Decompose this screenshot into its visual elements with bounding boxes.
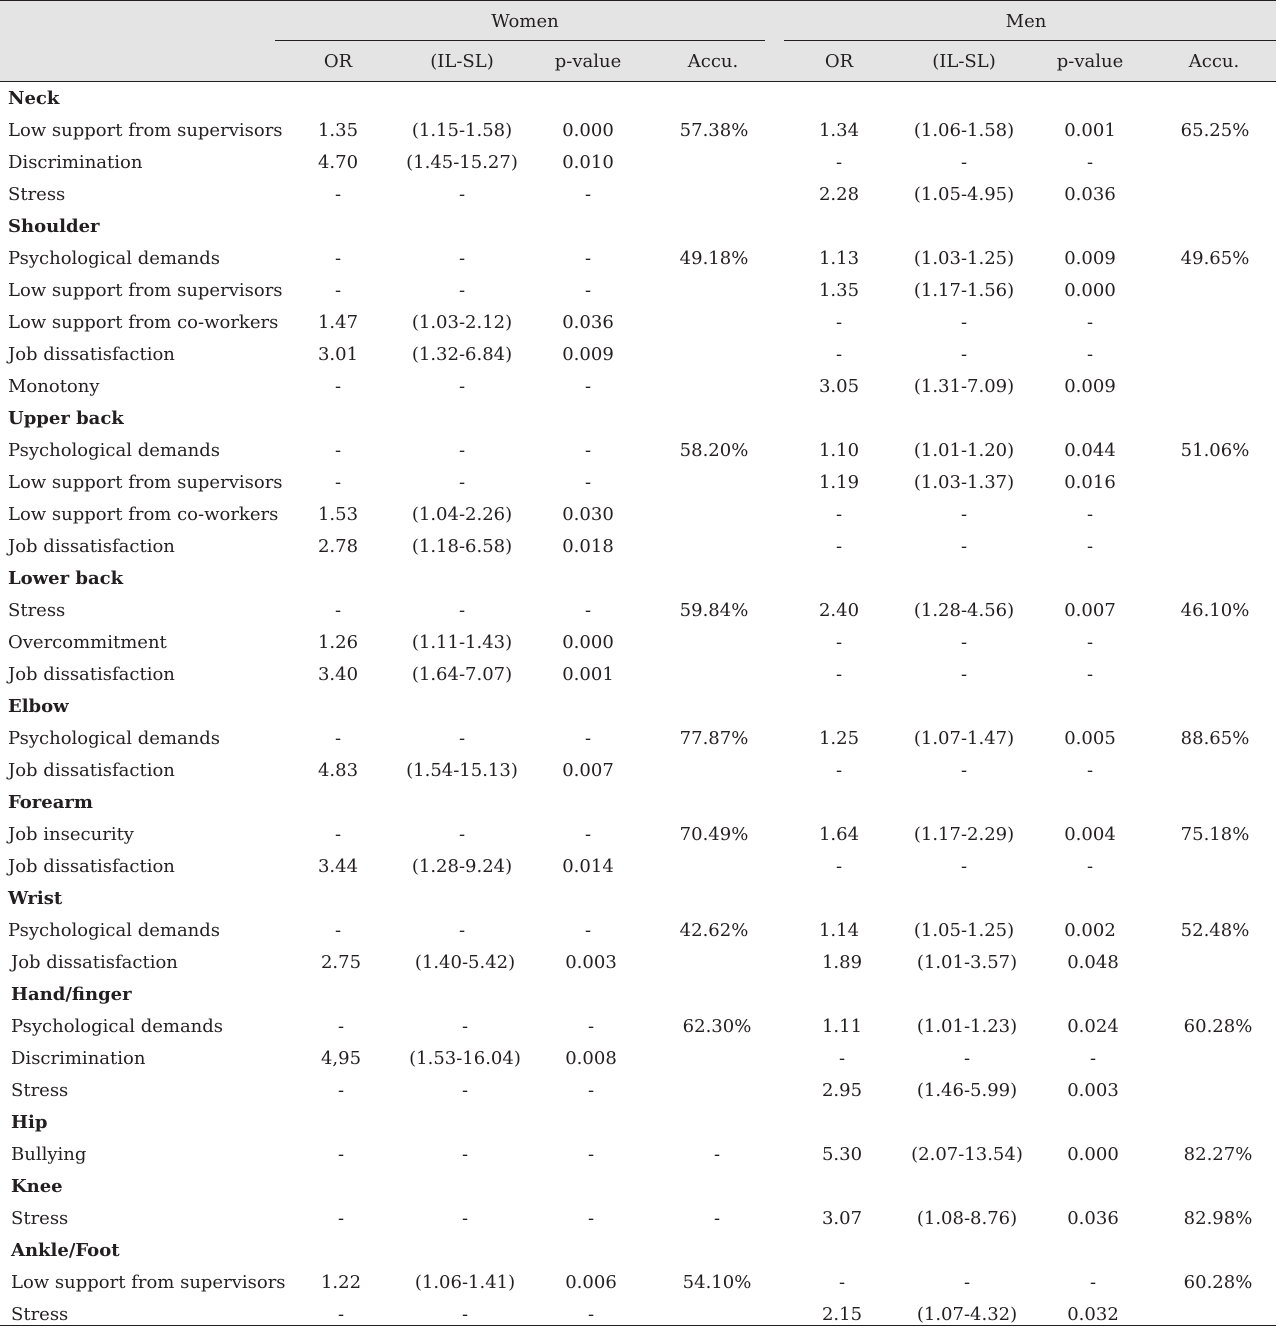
- section-label: Lower back: [8, 568, 124, 589]
- cell-women-p: -: [584, 472, 592, 493]
- cell-men-or: 1.10: [818, 440, 860, 461]
- cell-women-ci: (1.18-6.58): [411, 536, 513, 557]
- cell-women-p: 0.018: [562, 536, 614, 557]
- cell-women-or: -: [337, 1144, 345, 1165]
- col-header-women-p: p-value: [554, 51, 622, 72]
- cell-women-p: 0.008: [565, 1048, 617, 1069]
- cell-men-ci: -: [960, 536, 968, 557]
- cell-men-accu: 60.28%: [1183, 1016, 1253, 1037]
- row-label: Psychological demands: [8, 920, 221, 941]
- row-label: Stress: [11, 1080, 69, 1101]
- section-label: Shoulder: [8, 216, 100, 237]
- cell-women-accu: 42.62%: [679, 920, 749, 941]
- cell-men-p: -: [1086, 312, 1094, 333]
- section-label: Ankle/Foot: [11, 1240, 120, 1261]
- row-label: Psychological demands: [11, 1016, 224, 1037]
- cell-men-accu: 60.28%: [1183, 1272, 1253, 1293]
- cell-women-ci: -: [461, 1080, 469, 1101]
- cell-men-p: 0.005: [1064, 728, 1116, 749]
- cell-women-ci: -: [458, 248, 466, 269]
- cell-women-p: -: [584, 248, 592, 269]
- row-label: Job dissatisfaction: [8, 856, 175, 877]
- cell-women-p: -: [584, 376, 592, 397]
- header-bottom-rule: [0, 81, 1276, 82]
- section-label: Wrist: [8, 888, 63, 909]
- cell-men-or: 1.64: [818, 824, 860, 845]
- cell-women-ci: (1.06-1.41): [414, 1272, 516, 1293]
- cell-women-or: 1.53: [317, 504, 359, 525]
- cell-men-or: 1.11: [821, 1016, 863, 1037]
- row-label: Low support from supervisors: [8, 120, 283, 141]
- cell-men-accu: 65.25%: [1180, 120, 1250, 141]
- cell-men-ci: -: [963, 1048, 971, 1069]
- cell-men-ci: (1.17-2.29): [913, 824, 1015, 845]
- cell-men-ci: (1.31-7.09): [913, 376, 1015, 397]
- cell-women-or: -: [334, 440, 342, 461]
- row-label: Low support from supervisors: [8, 280, 283, 301]
- cell-men-or: 2.95: [821, 1080, 863, 1101]
- cell-women-or: 1.35: [317, 120, 359, 141]
- cell-women-p: -: [587, 1208, 595, 1229]
- cell-men-p: 0.002: [1064, 920, 1116, 941]
- row-label: Bullying: [11, 1144, 87, 1165]
- section-label: Elbow: [8, 696, 69, 717]
- cell-women-ci: (1.40-5.42): [414, 952, 516, 973]
- cell-men-or: -: [835, 760, 843, 781]
- section-label: Neck: [8, 88, 60, 109]
- row-label: Job dissatisfaction: [11, 952, 178, 973]
- cell-men-p: 0.004: [1064, 824, 1116, 845]
- cell-women-ci: -: [461, 1304, 469, 1325]
- row-label: Overcommitment: [8, 632, 167, 653]
- cell-women-ci: (1.54-15.13): [406, 760, 518, 781]
- cell-women-p: 0.030: [562, 504, 614, 525]
- cell-women-or: -: [334, 376, 342, 397]
- cell-men-or: 1.25: [818, 728, 860, 749]
- cell-men-ci: -: [960, 504, 968, 525]
- cell-men-ci: (1.03-1.25): [913, 248, 1015, 269]
- cell-women-accu: 59.84%: [679, 600, 749, 621]
- cell-men-accu: 82.27%: [1183, 1144, 1253, 1165]
- cell-men-p: 0.032: [1067, 1304, 1119, 1325]
- cell-women-p: -: [584, 920, 592, 941]
- cell-women-p: 0.000: [562, 120, 614, 141]
- cell-women-ci: (1.04-2.26): [411, 504, 513, 525]
- cell-women-p: 0.014: [562, 856, 614, 877]
- cell-women-p: -: [587, 1304, 595, 1325]
- cell-men-p: -: [1086, 760, 1094, 781]
- cell-men-or: -: [835, 632, 843, 653]
- cell-women-ci: (1.11-1.43): [411, 632, 513, 653]
- cell-men-or: -: [835, 536, 843, 557]
- cell-women-or: -: [337, 1304, 345, 1325]
- col-header-men-or: OR: [824, 51, 854, 72]
- cell-men-ci: (1.05-1.25): [913, 920, 1015, 941]
- cell-men-p: 0.016: [1064, 472, 1116, 493]
- cell-women-or: -: [334, 472, 342, 493]
- row-label: Job dissatisfaction: [8, 536, 175, 557]
- cell-women-accu: 70.49%: [679, 824, 749, 845]
- cell-men-ci: (1.17-1.56): [913, 280, 1015, 301]
- cell-men-or: 1.13: [818, 248, 860, 269]
- cell-women-ci: -: [458, 728, 466, 749]
- cell-men-ci: -: [960, 632, 968, 653]
- cell-men-ci: -: [960, 760, 968, 781]
- col-header-men-ci: (IL-SL): [932, 51, 996, 72]
- cell-men-ci: -: [960, 664, 968, 685]
- cell-women-ci: -: [461, 1208, 469, 1229]
- cell-women-or: 3.40: [317, 664, 359, 685]
- row-label: Job dissatisfaction: [8, 664, 175, 685]
- cell-men-p: 0.001: [1064, 120, 1116, 141]
- cell-women-or: 1.26: [317, 632, 359, 653]
- cell-men-accu: 49.65%: [1180, 248, 1250, 269]
- cell-women-ci: (1.28-9.24): [411, 856, 513, 877]
- cell-women-p: -: [584, 600, 592, 621]
- cell-men-or: 5.30: [821, 1144, 863, 1165]
- cell-men-ci: -: [963, 1272, 971, 1293]
- cell-men-ci: (1.05-4.95): [913, 184, 1015, 205]
- section-label: Upper back: [8, 408, 124, 429]
- cell-men-p: 0.036: [1067, 1208, 1119, 1229]
- group-header-women: Women: [491, 11, 559, 32]
- cell-women-or: -: [337, 1016, 345, 1037]
- cell-men-accu: 75.18%: [1180, 824, 1250, 845]
- cell-women-ci: -: [461, 1016, 469, 1037]
- cell-men-or: 1.19: [818, 472, 860, 493]
- cell-women-or: -: [334, 824, 342, 845]
- cell-men-p: 0.000: [1064, 280, 1116, 301]
- cell-women-accu: 54.10%: [682, 1272, 752, 1293]
- cell-men-or: 2.28: [818, 184, 860, 205]
- cell-men-or: 2.15: [821, 1304, 863, 1325]
- cell-men-p: 0.009: [1064, 376, 1116, 397]
- cell-women-ci: -: [458, 920, 466, 941]
- cell-men-or: -: [835, 664, 843, 685]
- cell-men-p: -: [1086, 536, 1094, 557]
- cell-women-p: -: [587, 1144, 595, 1165]
- cell-women-ci: (1.32-6.84): [411, 344, 513, 365]
- cell-women-ci: -: [461, 1144, 469, 1165]
- cell-men-ci: (1.01-3.57): [916, 952, 1018, 973]
- cell-women-accu: 77.87%: [679, 728, 749, 749]
- cell-women-p: -: [584, 280, 592, 301]
- cell-men-ci: (1.46-5.99): [916, 1080, 1018, 1101]
- cell-men-ci: (1.07-4.32): [916, 1304, 1018, 1325]
- cell-women-or: 3.01: [317, 344, 359, 365]
- col-header-men-accu: Accu.: [1188, 51, 1240, 72]
- cell-men-ci: -: [960, 856, 968, 877]
- cell-women-or: 3.44: [317, 856, 359, 877]
- cell-women-or: 2.78: [317, 536, 359, 557]
- cell-men-or: -: [835, 152, 843, 173]
- cell-men-p: 0.048: [1067, 952, 1119, 973]
- cell-women-p: 0.010: [562, 152, 614, 173]
- cell-men-ci: -: [960, 312, 968, 333]
- cell-women-or: -: [334, 728, 342, 749]
- row-label: Psychological demands: [8, 728, 221, 749]
- row-label: Stress: [8, 600, 66, 621]
- row-label: Low support from supervisors: [11, 1272, 286, 1293]
- cell-men-or: 3.05: [818, 376, 860, 397]
- cell-women-p: -: [584, 184, 592, 205]
- row-label: Low support from co-workers: [8, 504, 279, 525]
- cell-men-ci: (1.06-1.58): [913, 120, 1015, 141]
- group-header-men: Men: [1005, 11, 1047, 32]
- cell-men-or: 1.14: [818, 920, 860, 941]
- cell-women-ci: (1.15-1.58): [411, 120, 513, 141]
- cell-men-p: 0.007: [1064, 600, 1116, 621]
- cell-women-p: 0.007: [562, 760, 614, 781]
- cell-women-accu: 57.38%: [679, 120, 749, 141]
- row-label: Psychological demands: [8, 248, 221, 269]
- cell-women-or: 4.70: [317, 152, 359, 173]
- cell-men-p: 0.009: [1064, 248, 1116, 269]
- cell-men-ci: -: [960, 344, 968, 365]
- row-label: Stress: [11, 1208, 69, 1229]
- row-label: Discrimination: [11, 1048, 146, 1069]
- cell-women-or: 2.75: [320, 952, 362, 973]
- cell-men-or: -: [835, 344, 843, 365]
- section-label: Hip: [11, 1112, 48, 1133]
- section-label: Forearm: [8, 792, 93, 813]
- cell-women-ci: -: [458, 600, 466, 621]
- row-label: Job dissatisfaction: [8, 760, 175, 781]
- cell-men-ci: (1.08-8.76): [916, 1208, 1018, 1229]
- cell-women-ci: -: [458, 280, 466, 301]
- cell-men-p: -: [1086, 344, 1094, 365]
- cell-women-or: -: [337, 1080, 345, 1101]
- cell-men-ci: (1.01-1.20): [913, 440, 1015, 461]
- cell-women-or: 4,95: [320, 1048, 362, 1069]
- row-label: Discrimination: [8, 152, 143, 173]
- row-label: Monotony: [8, 376, 100, 397]
- cell-women-p: 0.003: [565, 952, 617, 973]
- cell-men-ci: -: [960, 152, 968, 173]
- cell-women-ci: -: [458, 184, 466, 205]
- cell-women-or: 1.47: [317, 312, 359, 333]
- row-label: Psychological demands: [8, 440, 221, 461]
- cell-men-or: 3.07: [821, 1208, 863, 1229]
- cell-women-or: -: [337, 1208, 345, 1229]
- cell-men-p: -: [1086, 856, 1094, 877]
- women-group-rule: [275, 40, 765, 41]
- cell-women-ci: (1.45-15.27): [406, 152, 518, 173]
- cell-men-ci: (2.07-13.54): [911, 1144, 1023, 1165]
- cell-women-or: 4.83: [317, 760, 359, 781]
- cell-men-ci: (1.03-1.37): [913, 472, 1015, 493]
- cell-women-ci: -: [458, 824, 466, 845]
- col-header-men-p: p-value: [1056, 51, 1124, 72]
- cell-men-p: 0.036: [1064, 184, 1116, 205]
- men-group-rule: [784, 40, 1276, 41]
- cell-men-ci: (1.01-1.23): [916, 1016, 1018, 1037]
- cell-men-or: -: [838, 1048, 846, 1069]
- cell-men-p: -: [1086, 152, 1094, 173]
- cell-women-p: -: [584, 824, 592, 845]
- row-label: Low support from supervisors: [8, 472, 283, 493]
- cell-men-ci: (1.28-4.56): [913, 600, 1015, 621]
- cell-women-ci: (1.64-7.07): [411, 664, 513, 685]
- cell-women-ci: -: [458, 472, 466, 493]
- cell-women-p: -: [587, 1080, 595, 1101]
- cell-men-or: 1.89: [821, 952, 863, 973]
- cell-men-or: 2.40: [818, 600, 860, 621]
- top-rule: [0, 0, 1276, 1]
- cell-men-or: -: [835, 504, 843, 525]
- cell-women-accu: 49.18%: [679, 248, 749, 269]
- cell-men-or: -: [835, 856, 843, 877]
- cell-men-accu: 82.98%: [1183, 1208, 1253, 1229]
- cell-women-ci: (1.03-2.12): [411, 312, 513, 333]
- cell-men-p: -: [1089, 1048, 1097, 1069]
- cell-women-ci: -: [458, 440, 466, 461]
- cell-men-p: -: [1086, 664, 1094, 685]
- row-label: Stress: [11, 1304, 69, 1325]
- cell-women-p: 0.000: [562, 632, 614, 653]
- cell-men-accu: 88.65%: [1180, 728, 1250, 749]
- cell-women-or: 1.22: [320, 1272, 362, 1293]
- cell-men-or: 1.35: [818, 280, 860, 301]
- cell-women-ci: -: [458, 376, 466, 397]
- cell-women-or: -: [334, 280, 342, 301]
- col-header-women-ci: (IL-SL): [430, 51, 494, 72]
- cell-men-ci: (1.07-1.47): [913, 728, 1015, 749]
- cell-men-p: 0.003: [1067, 1080, 1119, 1101]
- cell-women-p: 0.001: [562, 664, 614, 685]
- cell-women-p: 0.006: [565, 1272, 617, 1293]
- cell-men-p: 0.024: [1067, 1016, 1119, 1037]
- cell-men-p: 0.000: [1067, 1144, 1119, 1165]
- cell-women-or: -: [334, 184, 342, 205]
- cell-men-or: -: [838, 1272, 846, 1293]
- cell-women-or: -: [334, 248, 342, 269]
- cell-women-or: -: [334, 600, 342, 621]
- cell-women-ci: (1.53-16.04): [409, 1048, 521, 1069]
- cell-men-accu: 52.48%: [1180, 920, 1250, 941]
- cell-women-p: 0.009: [562, 344, 614, 365]
- cell-men-p: -: [1089, 1272, 1097, 1293]
- cell-women-p: -: [587, 1016, 595, 1037]
- section-label: Hand/finger: [11, 984, 132, 1005]
- col-header-women-accu: Accu.: [687, 51, 739, 72]
- cell-women-accu: 58.20%: [679, 440, 749, 461]
- row-label: Job dissatisfaction: [8, 344, 175, 365]
- row-label: Job insecurity: [8, 824, 134, 845]
- cell-women-p: 0.036: [562, 312, 614, 333]
- cell-men-p: 0.044: [1064, 440, 1116, 461]
- col-header-women-or: OR: [323, 51, 353, 72]
- row-label: Stress: [8, 184, 66, 205]
- cell-men-or: 1.34: [818, 120, 860, 141]
- cell-women-or: -: [334, 920, 342, 941]
- cell-women-accu: 62.30%: [682, 1016, 752, 1037]
- cell-men-accu: 51.06%: [1180, 440, 1250, 461]
- cell-women-accu: -: [713, 1208, 721, 1229]
- row-label: Low support from co-workers: [8, 312, 279, 333]
- cell-men-p: -: [1086, 504, 1094, 525]
- cell-women-p: -: [584, 440, 592, 461]
- cell-men-accu: 46.10%: [1180, 600, 1250, 621]
- cell-women-p: -: [584, 728, 592, 749]
- cell-men-or: -: [835, 312, 843, 333]
- section-label: Knee: [11, 1176, 63, 1197]
- cell-women-accu: -: [713, 1144, 721, 1165]
- cell-men-p: -: [1086, 632, 1094, 653]
